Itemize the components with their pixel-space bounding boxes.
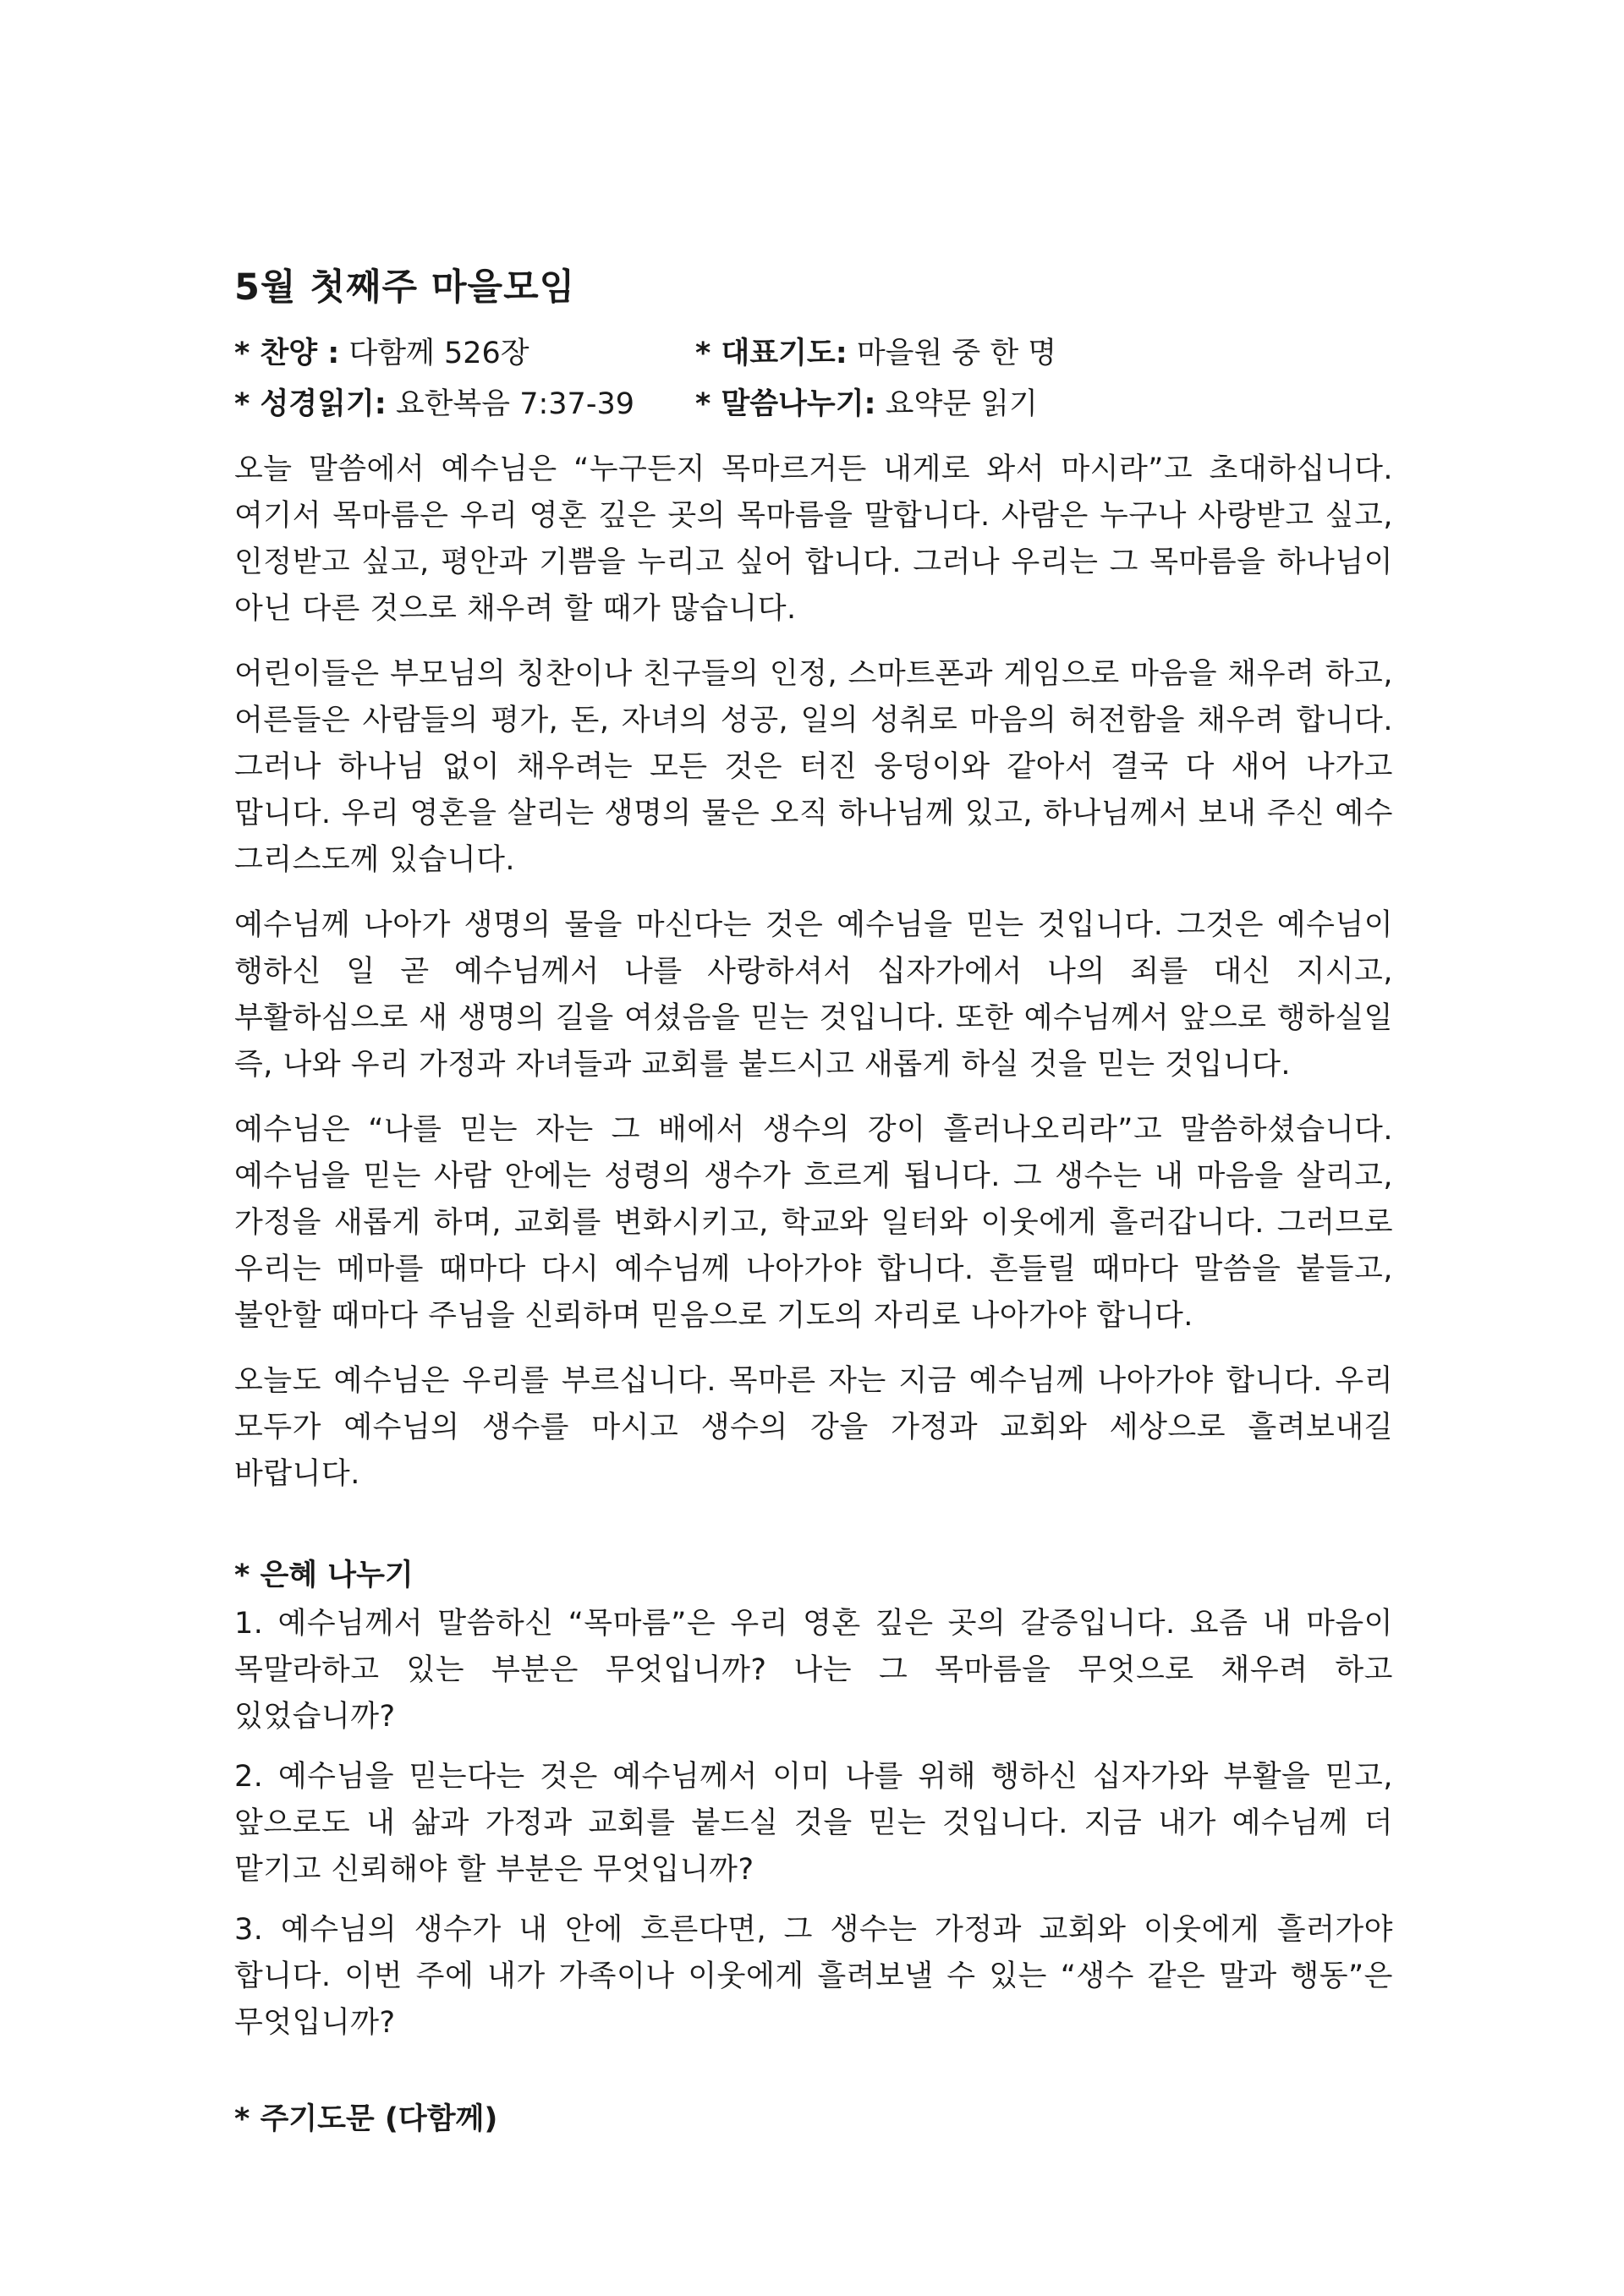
sermon-paragraph-2: 어린이들은 부모님의 칭찬이나 친구들의 인정, 스마트폰과 게임으로 마음을 채우려 하고, 어른들은 사람들의 평가, 돈, 자녀의 성공, 일의 성취로 마음의 허전함을 채우려 합니다. 그러나 하나님 없이 채우려는 모든 것은 터진 웅덩이와 같아서 결국 다 새어 나가고 맙니다. 우리 영혼을 살리는 생명의 물은 오직 하나님께 있고, 하나님께서 보내 주신 예수 그리스도께 있습니다. bbox=[234, 657, 1393, 877]
info-row-2 bbox=[234, 379, 1393, 430]
sermon-paragraph-3: 예수님께 나아가 생명의 물을 마신다는 것은 예수님을 믿는 것입니다. 그것은 예수님이 행하신 일 곧 예수님께서 나를 사랑하셔서 십자가에서 나의 죄를 대신 지시고, 부활하심으로 새 생명의 길을 여셨음을 믿는 것입니다. 또한 예수님께서 앞으로 행하실일 즉, 나와 우리 가정과 자녀들과 교회를 붙드시고 새롭게 하실 것을 믿는 것입니다. bbox=[234, 908, 1393, 1082]
question-2: 2. 예수님을 믿는다는 것은 예수님께서 이미 나를 위해 행하신 십자가와 부활을 믿고, 앞으로도 내 삶과 가정과 교회를 붙드실 것을 믿는 것입니다. 지금 내가 예수님께 더 맡기고 신뢰해야 할 부분은 무엇입니까? bbox=[234, 1760, 1393, 1887]
sermon-paragraph-1: 오늘 말씀에서 예수님은 “누구든지 목마르거든 내게로 와서 마시라”고 초대하십니다. 여기서 목마름은 우리 영혼 깊은 곳의 목마름을 말합니다. 사람은 누구나 사랑받고 싶고, 인정받고 싶고, 평안과 기쁨을 누리고 싶어 합니다. 그러나 우리는 그 목마름을 하나님이 아닌 다른 것으로 채우려 할 때가 많습니다. bbox=[234, 452, 1393, 626]
prayer-value: 마을원 중 한 명 bbox=[847, 337, 1057, 370]
question-3: 3. 예수님의 생수가 내 안에 흐른다면, 그 생수는 가정과 교회와 이웃에게 흘러가야 합니다. 이번 주에 내가 가족이나 이웃에게 흘려보낼 수 있는 “생수 같은 말과 행동”은 무엇입니까? bbox=[234, 1913, 1393, 2040]
sharing-info bbox=[695, 379, 1038, 430]
hymn-value: 다함께 526장 bbox=[339, 337, 529, 370]
hymn-label: * 찬양 : bbox=[234, 337, 340, 370]
reading-value: 요한복음 7:37-39 bbox=[386, 387, 634, 421]
sharing-label: * 말씀나누기: bbox=[695, 387, 876, 421]
sermon-paragraph-5: 오늘도 예수님은 우리를 부르십니다. 목마른 자는 지금 예수님께 나아가야 합니다. 우리 모두가 예수님의 생수를 마시고 생수의 강을 가정과 교회와 세상으로 흘려보내길 바랍니다. bbox=[234, 1364, 1393, 1491]
reading-info bbox=[234, 379, 695, 430]
prayer-info bbox=[695, 328, 1056, 379]
lords-prayer-heading: * 주기도문 (다함께) bbox=[234, 2102, 498, 2136]
document-page bbox=[234, 262, 1393, 2145]
prayer-label: * 대표기도: bbox=[695, 337, 848, 370]
question-1: 1. 예수님께서 말씀하신 “목마름”은 우리 영혼 깊은 곳의 갈증입니다. 요즘 내 마음이 목말라하고 있는 부분은 무엇입니까? 나는 그 목마름을 무엇으로 채우려 하고 있었습니까? bbox=[234, 1607, 1393, 1734]
reading-label: * 성경읽기: bbox=[234, 387, 387, 421]
spacer bbox=[234, 430, 1393, 447]
info-row-1 bbox=[234, 328, 1393, 379]
spacer bbox=[234, 1516, 1393, 1550]
sharing-value: 요약문 읽기 bbox=[875, 387, 1038, 421]
spacer bbox=[234, 2060, 1393, 2094]
grace-sharing-heading: * 은혜 나누기 bbox=[234, 1559, 414, 1592]
sermon-paragraph-4: 예수님은 “나를 믿는 자는 그 배에서 생수의 강이 흘러나오리라”고 말씀하셨습니다. 예수님을 믿는 사람 안에는 성령의 생수가 흐르게 됩니다. 그 생수는 내 마음을 살리고, 가정을 새롭게 하며, 교회를 변화시키고, 학교와 일터와 이웃에게 흘러갑니다. 그러므로 우리는 메마를 때마다 다시 예수님께 나아가야 합니다. 흔들릴 때마다 말씀을 붙들고, 불안할 때마다 주님을 신뢰하며 믿음으로 기도의 자리로 나아가야 합니다. bbox=[234, 1113, 1393, 1333]
page-title: 5월 첫째주 마을모임 bbox=[234, 266, 576, 309]
hymn-info bbox=[234, 328, 695, 379]
